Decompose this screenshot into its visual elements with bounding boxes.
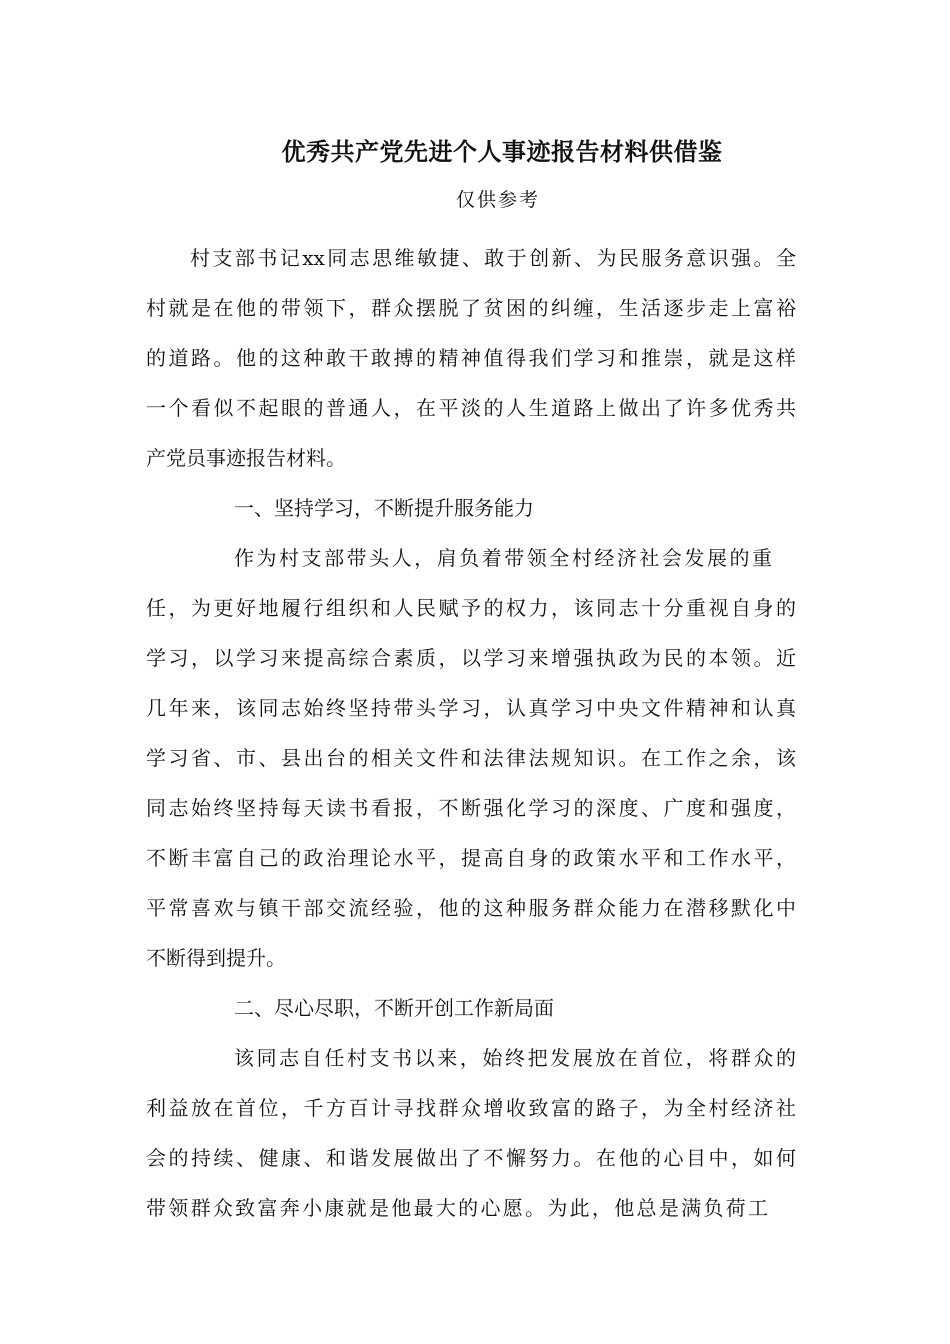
body-line: 一个看似不起眼的普通人，在平淡的人生道路上做出了许多优秀共 (146, 396, 796, 420)
body-line: 带领群众致富奔小康就是他最大的心愿。为此，他总是满负荷工 (146, 1196, 768, 1220)
body-line: 产党员事迹报告材料。 (146, 446, 346, 470)
body-line: 该同志自任村支书以来，始终把发展放在首位，将群众的 (234, 1046, 796, 1070)
body-line: 会的持续、健康、和谐发展做出了不懈努力。在他的心目中，如何 (146, 1146, 796, 1170)
body-line: 不断丰富自己的政治理论水平，提高自身的政策水平和工作水平， (146, 846, 796, 870)
document-body (146, 233, 796, 1233)
body-line: 学习，以学习来提高综合素质，以学习来增强执政为民的本领。近 (146, 646, 796, 670)
body-line: 同志始终坚持每天读书看报，不断强化学习的深度、广度和强度， (146, 796, 796, 820)
section-heading: 二、尽心尽职，不断开创工作新局面 (234, 996, 554, 1020)
body-line: 不断得到提升。 (146, 946, 286, 970)
document-title: 优秀共产党先进个人事迹报告材料供借鉴 (281, 137, 723, 166)
body-line: 作为村支部带头人，肩负着带领全村经济社会发展的重 (234, 546, 772, 570)
body-line: 村就是在他的带领下，群众摆脱了贫困的纠缠，生活逐步走上富裕 (146, 296, 796, 320)
body-line: 利益放在首位，千方百计寻找群众增收致富的路子，为全村经济社 (146, 1096, 796, 1120)
body-line: 村支部书记xx同志思维敏捷、敢于创新、为民服务意识强。全 (190, 246, 796, 270)
body-line: 几年来，该同志始终坚持带头学习，认真学习中央文件精神和认真 (146, 696, 796, 720)
section-heading: 一、坚持学习，不断提升服务能力 (234, 496, 534, 520)
body-line: 学习省、市、县出台的相关文件和法律法规知识。在工作之余，该 (146, 746, 796, 770)
body-line: 任，为更好地履行组织和人民赋予的权力，该同志十分重视自身的 (146, 596, 796, 620)
body-line: 的道路。他的这种敢干敢搏的精神值得我们学习和推崇，就是这样 (146, 346, 796, 370)
document-subtitle: 仅供参考 (455, 189, 540, 211)
body-line: 平常喜欢与镇干部交流经验，他的这种服务群众能力在潜移默化中 (146, 896, 796, 920)
